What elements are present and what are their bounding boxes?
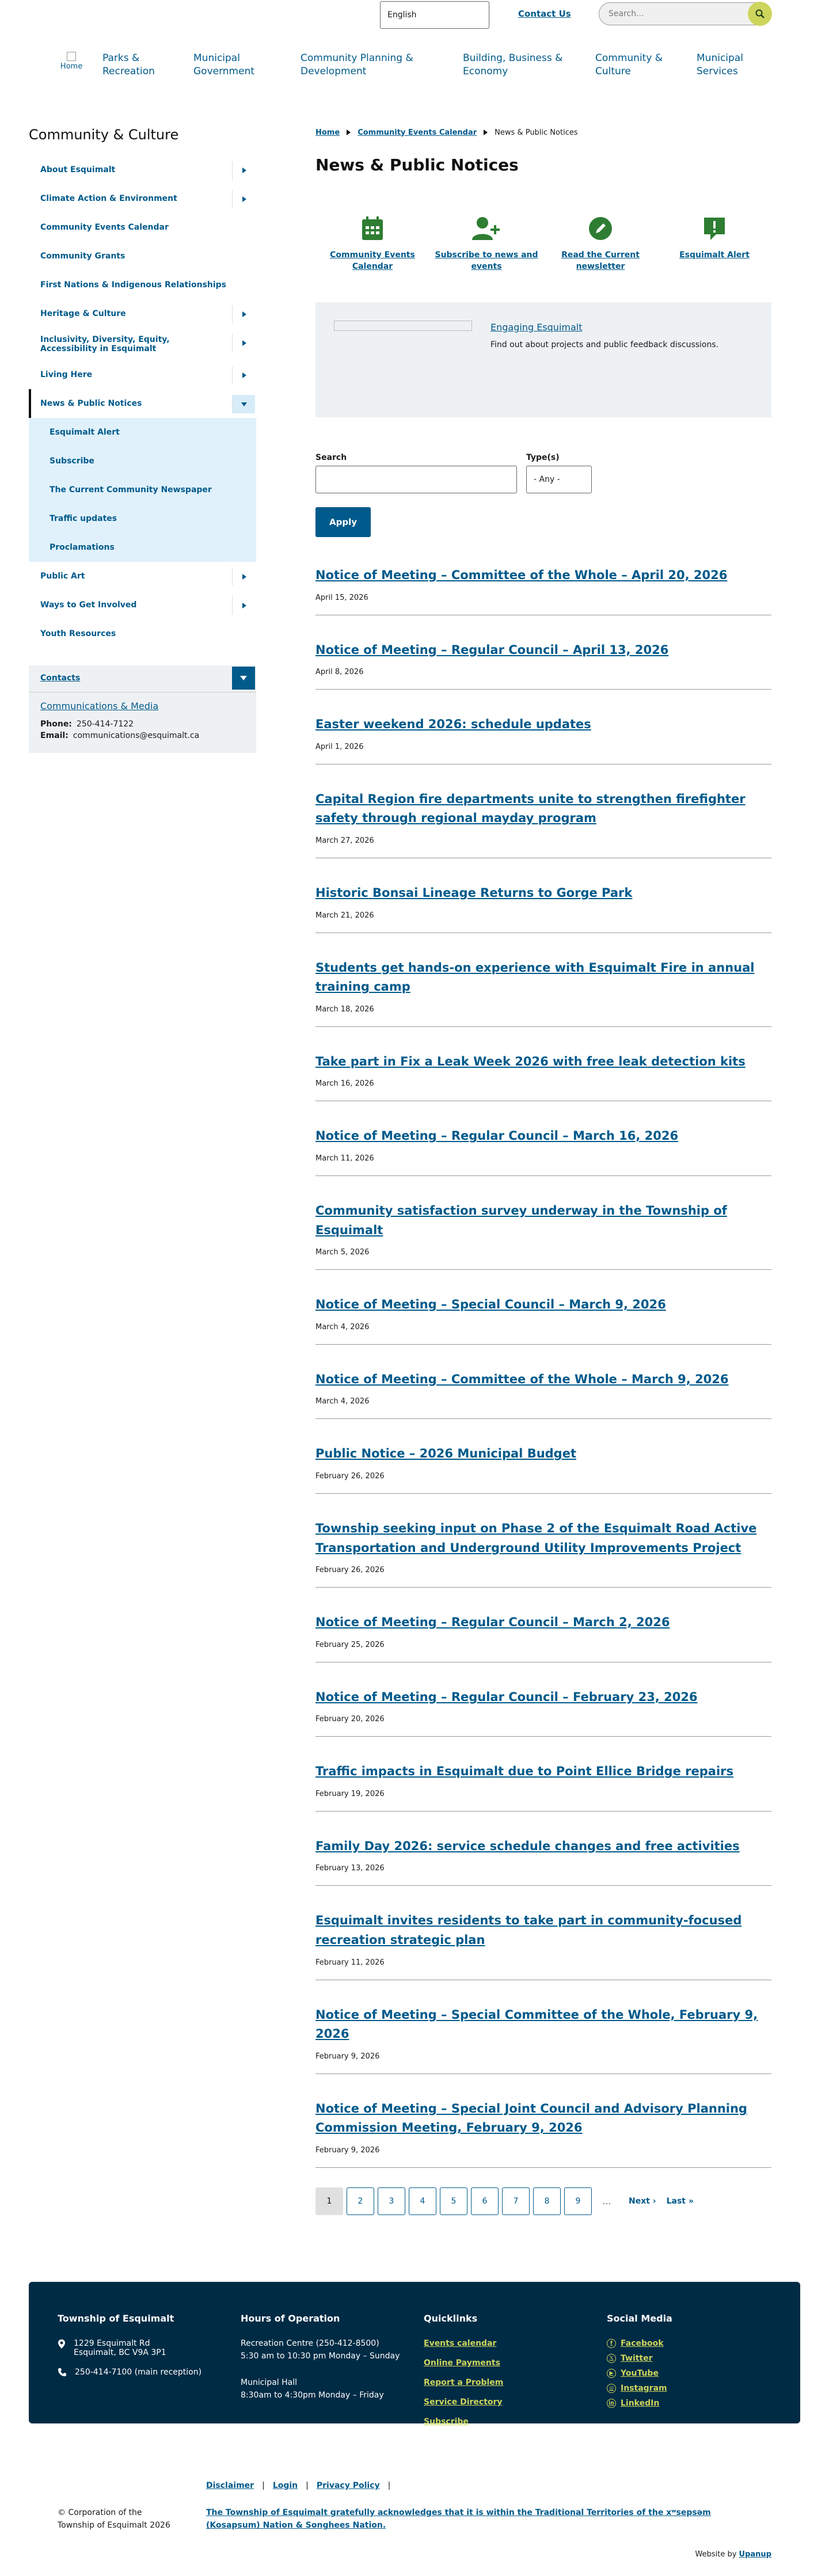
caret-right-icon: [241, 574, 247, 580]
news-item: [315, 2099, 771, 2168]
sidebar-expand-toggle[interactable]: [232, 334, 255, 352]
pager-last-link[interactable]: Last »: [666, 2197, 694, 2206]
social-link-youtube[interactable]: [607, 2369, 779, 2378]
news-item: [315, 1519, 771, 1588]
contacts-toggle-button[interactable]: [232, 667, 255, 690]
news-title-link[interactable]: Notice of Meeting – Regular Council – March 2, 2026: [315, 1615, 670, 1630]
email-value[interactable]: communications@esquimalt.ca: [73, 731, 200, 740]
social-label: YouTube: [621, 2369, 659, 2378]
sidebar-item-label: Climate Action & Environment: [40, 194, 177, 203]
sidebar-subitem-traffic-updates[interactable]: Traffic updates: [50, 514, 117, 523]
contact-us-link[interactable]: Contact Us: [518, 9, 571, 19]
nav-community-planning[interactable]: Community Planning & Development: [301, 52, 413, 77]
caret-right-icon: [241, 196, 247, 202]
type-label: Type(s): [526, 453, 560, 462]
news-date: March 18, 2026: [315, 1004, 374, 1014]
footer-link-events-calendar[interactable]: Events calendar: [424, 2339, 497, 2348]
nav-municipal-services[interactable]: Municipal Services: [697, 52, 743, 77]
nav-parks-recreation[interactable]: Parks & Recreation: [102, 52, 155, 77]
news-date: February 11, 2026: [315, 1958, 385, 1967]
quicklink-alert[interactable]: [657, 216, 771, 279]
footer-link-service-directory[interactable]: Service Directory: [424, 2398, 503, 2407]
sidebar-title: Community & Culture: [29, 127, 179, 143]
news-title-link[interactable]: Family Day 2026: service schedule changes and free activities: [315, 1839, 740, 1853]
phone-label: Phone:: [40, 720, 72, 729]
sidebar-item-community-grants[interactable]: [29, 242, 256, 271]
credit-link[interactable]: Upanup: [739, 2550, 771, 2559]
sidebar-item-heritage-culture[interactable]: [29, 299, 256, 328]
footer-address: [58, 2339, 225, 2357]
news-item: [315, 566, 771, 615]
site-footer: [29, 2282, 800, 2426]
privacy-link[interactable]: Privacy Policy: [316, 2481, 380, 2490]
news-title-link[interactable]: Traffic impacts in Esquimalt due to Point Ellice Bridge repairs: [315, 1764, 733, 1779]
sidebar-subitem-proclamations[interactable]: Proclamations: [50, 543, 115, 552]
sidebar-expand-toggle[interactable]: [232, 568, 255, 586]
filter-search-input[interactable]: [315, 466, 517, 493]
logo-image: [67, 52, 76, 61]
quicklinks-row: [315, 216, 771, 279]
news-title-link[interactable]: Community satisfaction survey underway in the Township of Esquimalt: [315, 1203, 727, 1237]
news-title-link[interactable]: Notice of Meeting – Regular Council – April 13, 2026: [315, 642, 669, 657]
news-date: March 5, 2026: [315, 1248, 370, 1257]
phone-value: 250-414-7122: [76, 720, 134, 729]
page-button-3[interactable]: 3: [378, 2187, 405, 2215]
instagram-icon: ◎: [607, 2384, 616, 2393]
social-link-twitter[interactable]: [607, 2354, 779, 2363]
pencil-icon: [588, 216, 613, 241]
promo-title-link[interactable]: Engaging Esquimalt: [490, 322, 583, 333]
news-item: [315, 1762, 771, 1812]
language-select[interactable]: [380, 1, 489, 29]
footer-link-report-a-problem[interactable]: Report a Problem: [424, 2378, 504, 2387]
sidebar-item-label: Community Events Calendar: [40, 223, 169, 232]
footer-social-column: [607, 2313, 779, 2414]
sidebar-item-youth-resources[interactable]: [29, 619, 256, 648]
news-date: March 21, 2026: [315, 911, 374, 920]
sidebar-item-label: Heritage & Culture: [40, 309, 126, 318]
contacts-panel: [29, 665, 256, 753]
news-item: [315, 1911, 771, 1980]
news-date: March 4, 2026: [315, 1322, 370, 1331]
news-date: February 20, 2026: [315, 1715, 385, 1724]
alert-icon: [702, 216, 727, 241]
caret-down-icon: [241, 401, 247, 407]
sidebar-item-label: About Esquimalt: [40, 165, 116, 174]
sidebar-item-ways-to-get-involved[interactable]: [29, 591, 256, 619]
news-title-link[interactable]: Notice of Meeting – Special Committee of the Whole, February 9, 2026: [315, 2007, 758, 2041]
news-title-link[interactable]: Easter weekend 2026: schedule updates: [315, 717, 591, 732]
footer-link-subscribe[interactable]: Subscribe: [424, 2417, 469, 2426]
news-item: [315, 1613, 771, 1662]
breadcrumb: [315, 125, 771, 139]
facebook-icon: f: [607, 2339, 616, 2348]
apply-button[interactable]: Apply: [315, 507, 371, 537]
footer-address-line2: Esquimalt, BC V9A 3P1: [74, 2348, 166, 2357]
calendar-icon: [361, 216, 384, 241]
social-label: LinkedIn: [621, 2399, 660, 2408]
contacts-department-link[interactable]: Communications & Media: [40, 701, 159, 711]
caret-right-icon: [241, 340, 247, 346]
search-label: Search: [315, 453, 347, 462]
disclaimer-link[interactable]: Disclaimer: [206, 2481, 254, 2490]
language-value: English: [387, 10, 417, 20]
promo-description: Find out about projects and public feedback discussions.: [490, 340, 719, 349]
footer-hours-title: Hours of Operation: [241, 2313, 340, 2324]
footer-social-list: [607, 2339, 779, 2408]
filter-form: [315, 453, 771, 528]
news-date: February 13, 2026: [315, 1864, 385, 1873]
news-item: [315, 1295, 771, 1345]
legal-links: [206, 2481, 390, 2490]
main-content: [315, 125, 771, 2193]
social-label: Instagram: [621, 2384, 667, 2393]
sidebar-expand-toggle[interactable]: [232, 596, 255, 615]
page-button-6[interactable]: 6: [471, 2187, 499, 2215]
news-title-link[interactable]: Notice of Meeting – Committee of the Whole – April 20, 2026: [315, 568, 728, 582]
sidebar-item-community-events-calendar[interactable]: [29, 213, 256, 242]
sidebar-expand-toggle[interactable]: [232, 161, 255, 180]
sidebar: [29, 127, 256, 753]
sidebar-expand-toggle[interactable]: [232, 395, 255, 413]
news-title-link[interactable]: Historic Bonsai Lineage Returns to Gorge Park: [315, 885, 633, 900]
promo-card: [315, 302, 771, 417]
news-item: [315, 641, 771, 690]
news-title-link[interactable]: Notice of Meeting – Special Joint Council and Advisory Planning Commission Meeting, February 9, 2026: [315, 2101, 747, 2135]
legal-separator: |: [262, 2481, 265, 2490]
quicklink-label: Read the Current newsletter: [561, 250, 640, 272]
main-navigation: [0, 46, 829, 92]
caret-right-icon: [241, 311, 247, 317]
sidebar-item-label: Ways to Get Involved: [40, 600, 137, 610]
footer-address-line1: 1229 Esquimalt Rd: [74, 2339, 150, 2348]
quicklink-subscribe[interactable]: [429, 216, 543, 279]
news-item: [315, 1052, 771, 1102]
promo-image: [334, 321, 472, 331]
quicklink-newsletter[interactable]: [543, 216, 657, 279]
search-icon: [755, 9, 765, 19]
footer-social-title: Social Media: [607, 2313, 672, 2324]
footer-rec-hours: 5:30 am to 10:30 pm Monday – Sunday: [241, 2351, 400, 2361]
news-title-link[interactable]: Public Notice – 2026 Municipal Budget: [315, 1447, 576, 1461]
news-date: March 11, 2026: [315, 1154, 374, 1163]
search-input[interactable]: [599, 2, 771, 25]
news-date: April 1, 2026: [315, 742, 364, 751]
news-date: February 9, 2026: [315, 2146, 380, 2155]
sidebar-expand-toggle[interactable]: [232, 366, 255, 385]
page-button-7[interactable]: 7: [502, 2187, 530, 2215]
footer-org-name: Township of Esquimalt: [58, 2313, 174, 2324]
copyright-line1: © Corporation of the: [58, 2508, 142, 2517]
news-item: [315, 1370, 771, 1420]
news-title-link[interactable]: Notice of Meeting – Regular Council – March 16, 2026: [315, 1129, 679, 1143]
news-title-link[interactable]: Capital Region fire departments unite to strengthen firefighter safety through regional mayday program: [315, 792, 746, 825]
pager-next-link[interactable]: Next ›: [629, 2197, 656, 2206]
map-pin-icon: [58, 2339, 66, 2349]
breadcrumb-home[interactable]: Home: [315, 128, 340, 137]
website-credit: [695, 2550, 772, 2559]
sidebar-item-label: Public Art: [40, 572, 85, 581]
type-select-value: - Any -: [534, 475, 560, 484]
news-title-link[interactable]: Esquimalt invites residents to take part in community-focused recreation strategic plan: [315, 1913, 742, 1947]
utility-bar: [0, 0, 829, 32]
news-title-link[interactable]: Students get hands-on experience with Esquimalt Fire in annual training camp: [315, 960, 755, 994]
news-item: [315, 1444, 771, 1494]
search-placeholder: Search...: [609, 9, 644, 18]
sidebar-subitem-subscribe[interactable]: Subscribe: [50, 456, 94, 466]
news-date: February 26, 2026: [315, 1471, 385, 1481]
search-button[interactable]: [748, 2, 772, 26]
quicklink-calendar[interactable]: [315, 216, 429, 279]
social-link-instagram[interactable]: [607, 2384, 779, 2393]
breadcrumb-current: News & Public Notices: [495, 128, 578, 137]
page-button-8[interactable]: 8: [533, 2187, 561, 2215]
news-date: March 27, 2026: [315, 836, 374, 845]
page-button-1[interactable]: 1: [315, 2187, 343, 2215]
quicklink-label: Community Events Calendar: [330, 250, 415, 272]
news-title-link[interactable]: Notice of Meeting – Special Council – March 9, 2026: [315, 1297, 666, 1312]
footer-address-column: [58, 2313, 225, 2383]
news-date: February 9, 2026: [315, 2052, 380, 2061]
nav-building-business[interactable]: Building, Business & Economy: [463, 52, 563, 77]
login-link[interactable]: Login: [272, 2481, 298, 2490]
footer-quicklinks-title: Quicklinks: [424, 2313, 478, 2324]
contacts-email: [40, 731, 245, 740]
news-item: [315, 1127, 771, 1176]
sidebar-expand-toggle[interactable]: [232, 190, 255, 208]
page-title: News & Public Notices: [315, 155, 519, 174]
news-item: [315, 884, 771, 933]
news-title-link[interactable]: Township seeking input on Phase 2 of the Esquimalt Road Active Transportation and Underground Utility Improvements Project: [315, 1521, 757, 1555]
footer-link-online-payments[interactable]: Online Payments: [424, 2358, 500, 2368]
home-logo[interactable]: [58, 52, 85, 75]
page-button-4[interactable]: 4: [409, 2187, 436, 2215]
sidebar-item-public-art[interactable]: [29, 562, 256, 591]
quicklink-label: Esquimalt Alert: [679, 250, 750, 260]
breadcrumb-separator-icon: [347, 130, 351, 135]
email-label: Email:: [40, 731, 69, 740]
news-title-link[interactable]: Take part in Fix a Leak Week 2026 with free leak detection kits: [315, 1054, 746, 1068]
linkedin-icon: in: [607, 2399, 616, 2408]
youtube-icon: ▶: [607, 2369, 616, 2378]
footer-hours-column: [241, 2313, 413, 2406]
social-label: Facebook: [621, 2339, 664, 2348]
news-date: February 19, 2026: [315, 1789, 385, 1798]
sidebar-subitem-the-current-community-newspaper[interactable]: The Current Community Newspaper: [50, 485, 212, 494]
quicklink-label: Subscribe to news and events: [435, 250, 538, 272]
news-item: [315, 1688, 771, 1737]
news-list: [315, 566, 771, 2168]
news-date: February 25, 2026: [315, 1640, 385, 1649]
sidebar-item-label: First Nations & Indigenous Relationships: [40, 280, 227, 290]
sidebar-item-label: Youth Resources: [40, 629, 116, 638]
caret-right-icon: [241, 603, 247, 608]
caret-right-icon: [241, 168, 247, 173]
x-twitter-icon: 𝕏: [607, 2354, 616, 2363]
footer-rec-name: Recreation Centre (250-412-8500): [241, 2339, 379, 2348]
contacts-phone: [40, 720, 245, 729]
footer-phone: [58, 2368, 225, 2377]
caret-right-icon: [241, 372, 247, 378]
sidebar-item-about-esquimalt[interactable]: [29, 155, 256, 184]
chevron-down-icon: [239, 675, 248, 681]
news-item: [315, 2006, 771, 2074]
sidebar-item-news-public-notices[interactable]: [29, 389, 256, 418]
nav-community-culture[interactable]: Community & Culture: [595, 52, 663, 77]
page-button-9[interactable]: 9: [564, 2187, 592, 2215]
news-title-link[interactable]: Notice of Meeting – Committee of the Whole – March 9, 2026: [315, 1372, 729, 1386]
breadcrumb-separator-icon: [484, 130, 488, 135]
sidebar-item-label: Inclusivity, Diversity, Equity, Accessibility in Esquimalt: [40, 335, 170, 353]
legal-separator: |: [387, 2481, 391, 2490]
sidebar-item-living-here[interactable]: [29, 360, 256, 389]
add-user-icon: [471, 216, 502, 241]
news-item: [315, 1837, 771, 1886]
copyright-line2: Township of Esquimalt 2026: [58, 2521, 170, 2531]
footer-phone-value[interactable]: 250-414-7100 (main reception): [75, 2368, 202, 2377]
credit-prefix: Website by: [695, 2550, 737, 2559]
news-date: April 8, 2026: [315, 668, 364, 677]
news-title-link[interactable]: Notice of Meeting – Regular Council – February 23, 2026: [315, 1690, 698, 1704]
footer-hall-name: Municipal Hall: [241, 2378, 297, 2387]
sidebar-submenu: [29, 418, 256, 562]
land-acknowledgement-link[interactable]: The Township of Esquimalt gratefully acknowledges that it is within the Traditional Territories of the xʷsepsəm (Kosapsum) Nation & Songhees Nation.: [206, 2508, 711, 2531]
phone-icon: [58, 2368, 67, 2377]
sidebar-menu: [29, 155, 256, 648]
sidebar-item-inclusivity-diversity-equity-accessibility-in-esquimalt[interactable]: [29, 328, 256, 360]
sidebar-item-label: Living Here: [40, 370, 93, 379]
social-link-linkedin[interactable]: [607, 2399, 779, 2408]
news-item: [315, 715, 771, 764]
sidebar-item-label: News & Public Notices: [40, 399, 142, 408]
footer-hall-hours: 8:30am to 4:30pm Monday – Friday: [241, 2391, 384, 2400]
nav-municipal-government[interactable]: Municipal Government: [193, 52, 255, 77]
footer-quicklinks-list: [424, 2339, 596, 2426]
news-date: February 26, 2026: [315, 1566, 385, 1575]
pagination: [315, 2187, 694, 2215]
breadcrumb-parent[interactable]: Community Events Calendar: [358, 128, 477, 137]
page-button-2[interactable]: 2: [347, 2187, 374, 2215]
news-item: [315, 958, 771, 1027]
page-button-5[interactable]: 5: [440, 2187, 467, 2215]
social-link-facebook[interactable]: [607, 2339, 779, 2348]
news-date: April 15, 2026: [315, 593, 368, 602]
sidebar-expand-toggle[interactable]: [232, 305, 255, 324]
sidebar-item-climate-action-environment[interactable]: [29, 184, 256, 213]
news-item: [315, 1201, 771, 1270]
social-label: Twitter: [621, 2354, 653, 2363]
copyright: [58, 2506, 170, 2532]
news-item: [315, 790, 771, 858]
legal-separator: |: [306, 2481, 309, 2490]
type-select[interactable]: [526, 466, 592, 493]
news-date: March 16, 2026: [315, 1079, 374, 1089]
pager-ellipsis: …: [602, 2196, 611, 2206]
sidebar-item-first-nations-indigenous-relationships[interactable]: [29, 271, 256, 299]
logo-alt-text: Home: [60, 62, 83, 71]
sidebar-subitem-esquimalt-alert[interactable]: Esquimalt Alert: [50, 428, 120, 437]
sidebar-item-label: Community Grants: [40, 252, 126, 261]
contacts-header[interactable]: Contacts: [40, 674, 81, 683]
footer-quicklinks-column: [424, 2313, 596, 2437]
news-date: March 4, 2026: [315, 1397, 370, 1406]
